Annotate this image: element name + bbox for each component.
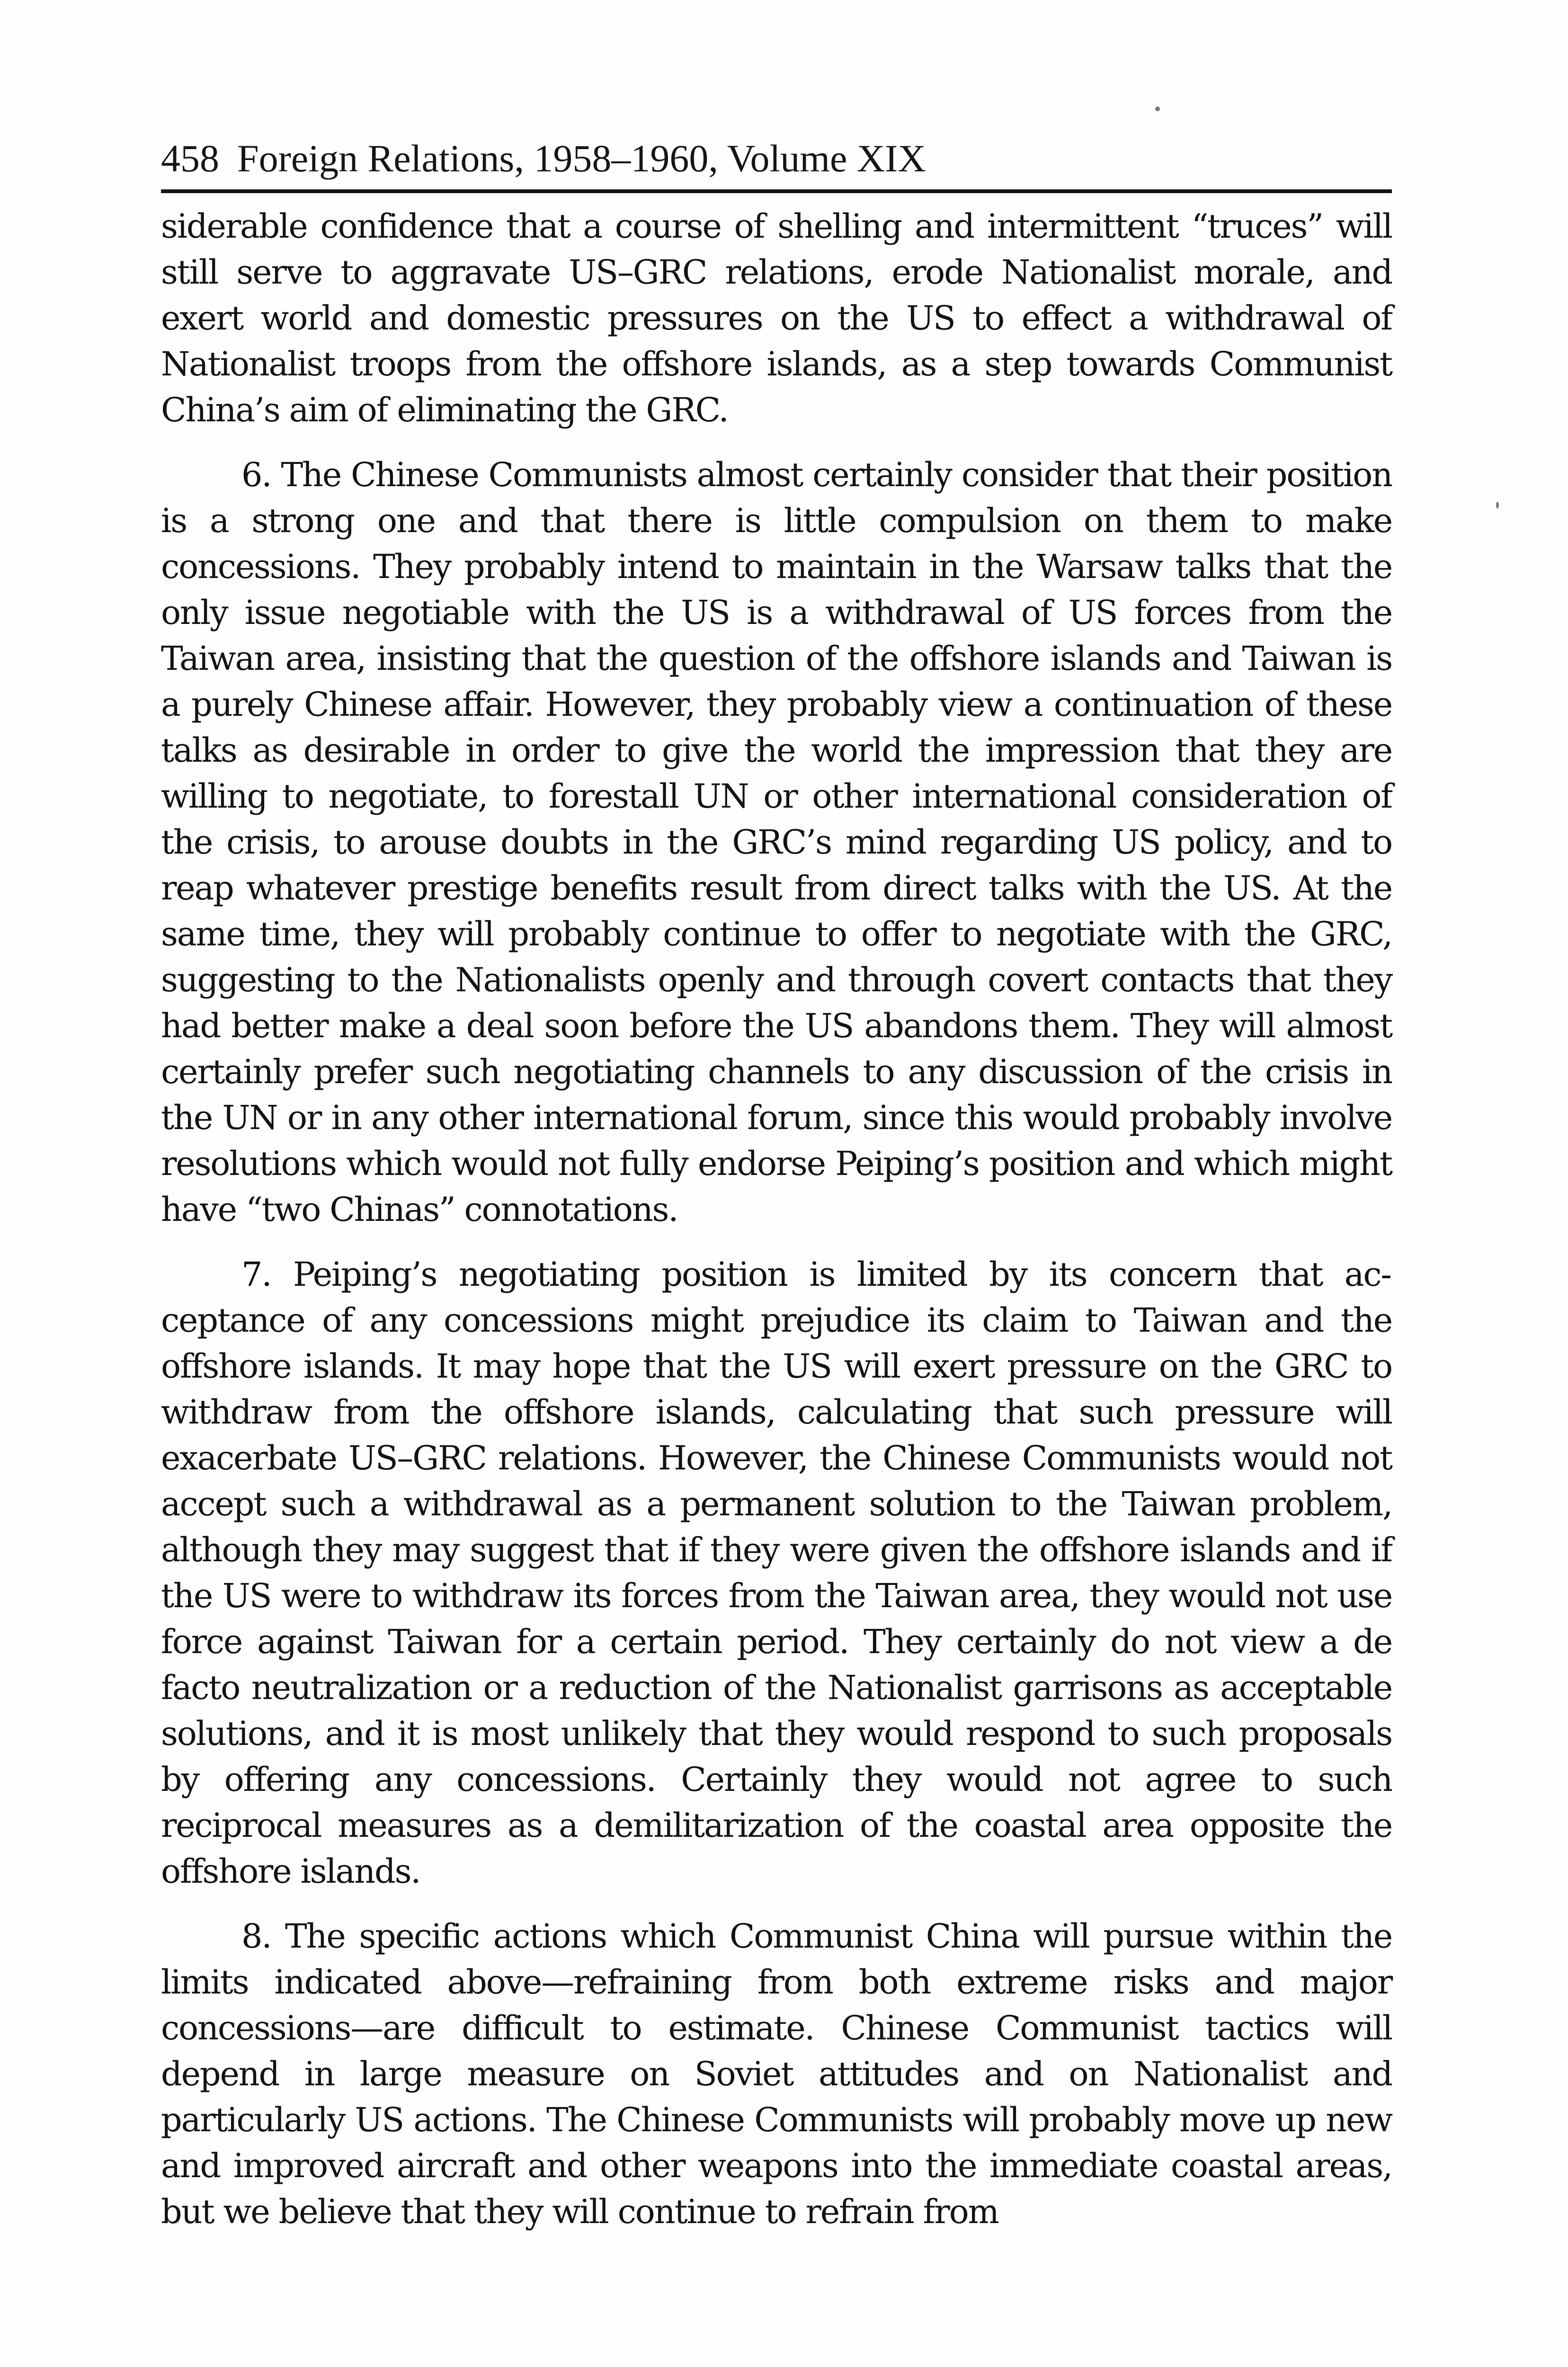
document-page bbox=[161, 128, 1392, 2254]
scan-speck bbox=[1496, 502, 1499, 508]
scan-speck bbox=[1155, 107, 1160, 111]
paragraph-8: 8. The specific actions which Communist China will pursue within the limits indicated above—refraining from both extreme risks and major concessions—are difficult to estimate. Chinese Communist tactics will depend in large measure on Soviet attitudes and on Nationalist and particularly US actions. The Chinese Communists will probably move up new and improved aircraft and other weapons into the immediate coastal areas, but we believe that they will continue to refrain from bbox=[161, 1917, 1392, 2231]
paragraph-continuation: siderable confidence that a course of shelling and intermittent “truces” will still serve to aggravate US–GRC relations, erode Nationalist morale, and exert world and domestic pressures on the US to effect a withdrawal of Nationalist troops from the offshore islands, as a step towards Communist China’s aim of eliminating the GRC. bbox=[161, 207, 1392, 429]
running-header bbox=[161, 128, 1392, 193]
paragraph-7: 7. Peiping’s negotiating position is limited by its concern that acceptance of any concessions might prejudice its claim to Taiwan and the offshore islands. It may hope that the US will exert pressure on the GRC to withdraw from the offshore islands, calculating that such pressure will exacerbate US–GRC relations. However, the Chinese Communists would not accept such a withdrawal as a permanent solution to the Taiwan problem, although they may suggest that if they were given the offshore islands and if the US were to withdraw its forces from the Taiwan area, they would not use force against Taiwan for a certain period. They certainly do not view a de facto neutralization or a reduction of the Nationalist garrisons as acceptable solutions, and it is most unlikely that they would respond to such proposals by offering any concessions. Certainly they would not agree to such reciprocal measures as a demilitarization of the coastal area opposite the offshore islands. bbox=[161, 1255, 1392, 1891]
running-title: Foreign Relations, 1958–1960, Volume XIX bbox=[237, 137, 926, 180]
paragraph-6: 6. The Chinese Communists almost certainly consider that their position is a strong one and that there is little compulsion on them to make concessions. They probably intend to maintain in the Warsaw talks that the only issue negotiable with the US is a withdrawal of US forces from the Taiwan area, insisting that the question of the offshore islands and Taiwan is a purely Chinese affair. However, they probably view a continuation of these talks as desirable in order to give the world the impression that they are willing to negotiate, to forestall UN or other international consideration of the crisis, to arouse doubts in the GRC’s mind regarding US policy, and to reap whatever prestige benefits result from direct talks with the US. At the same time, they will probably continue to offer to negotiate with the GRC, suggesting to the Nationalists openly and through covert contacts that they had better make a deal soon before the US abandons them. They will almost certainly prefer such negotiating channels to any discussion of the crisis in the UN or in any other international forum, since this would probably involve resolutions which would not fully endorse Peiping’s position and which might have “two Chinas” connotations. bbox=[161, 455, 1392, 1229]
page-number: 458 bbox=[161, 137, 219, 180]
body-text bbox=[161, 204, 1392, 2235]
